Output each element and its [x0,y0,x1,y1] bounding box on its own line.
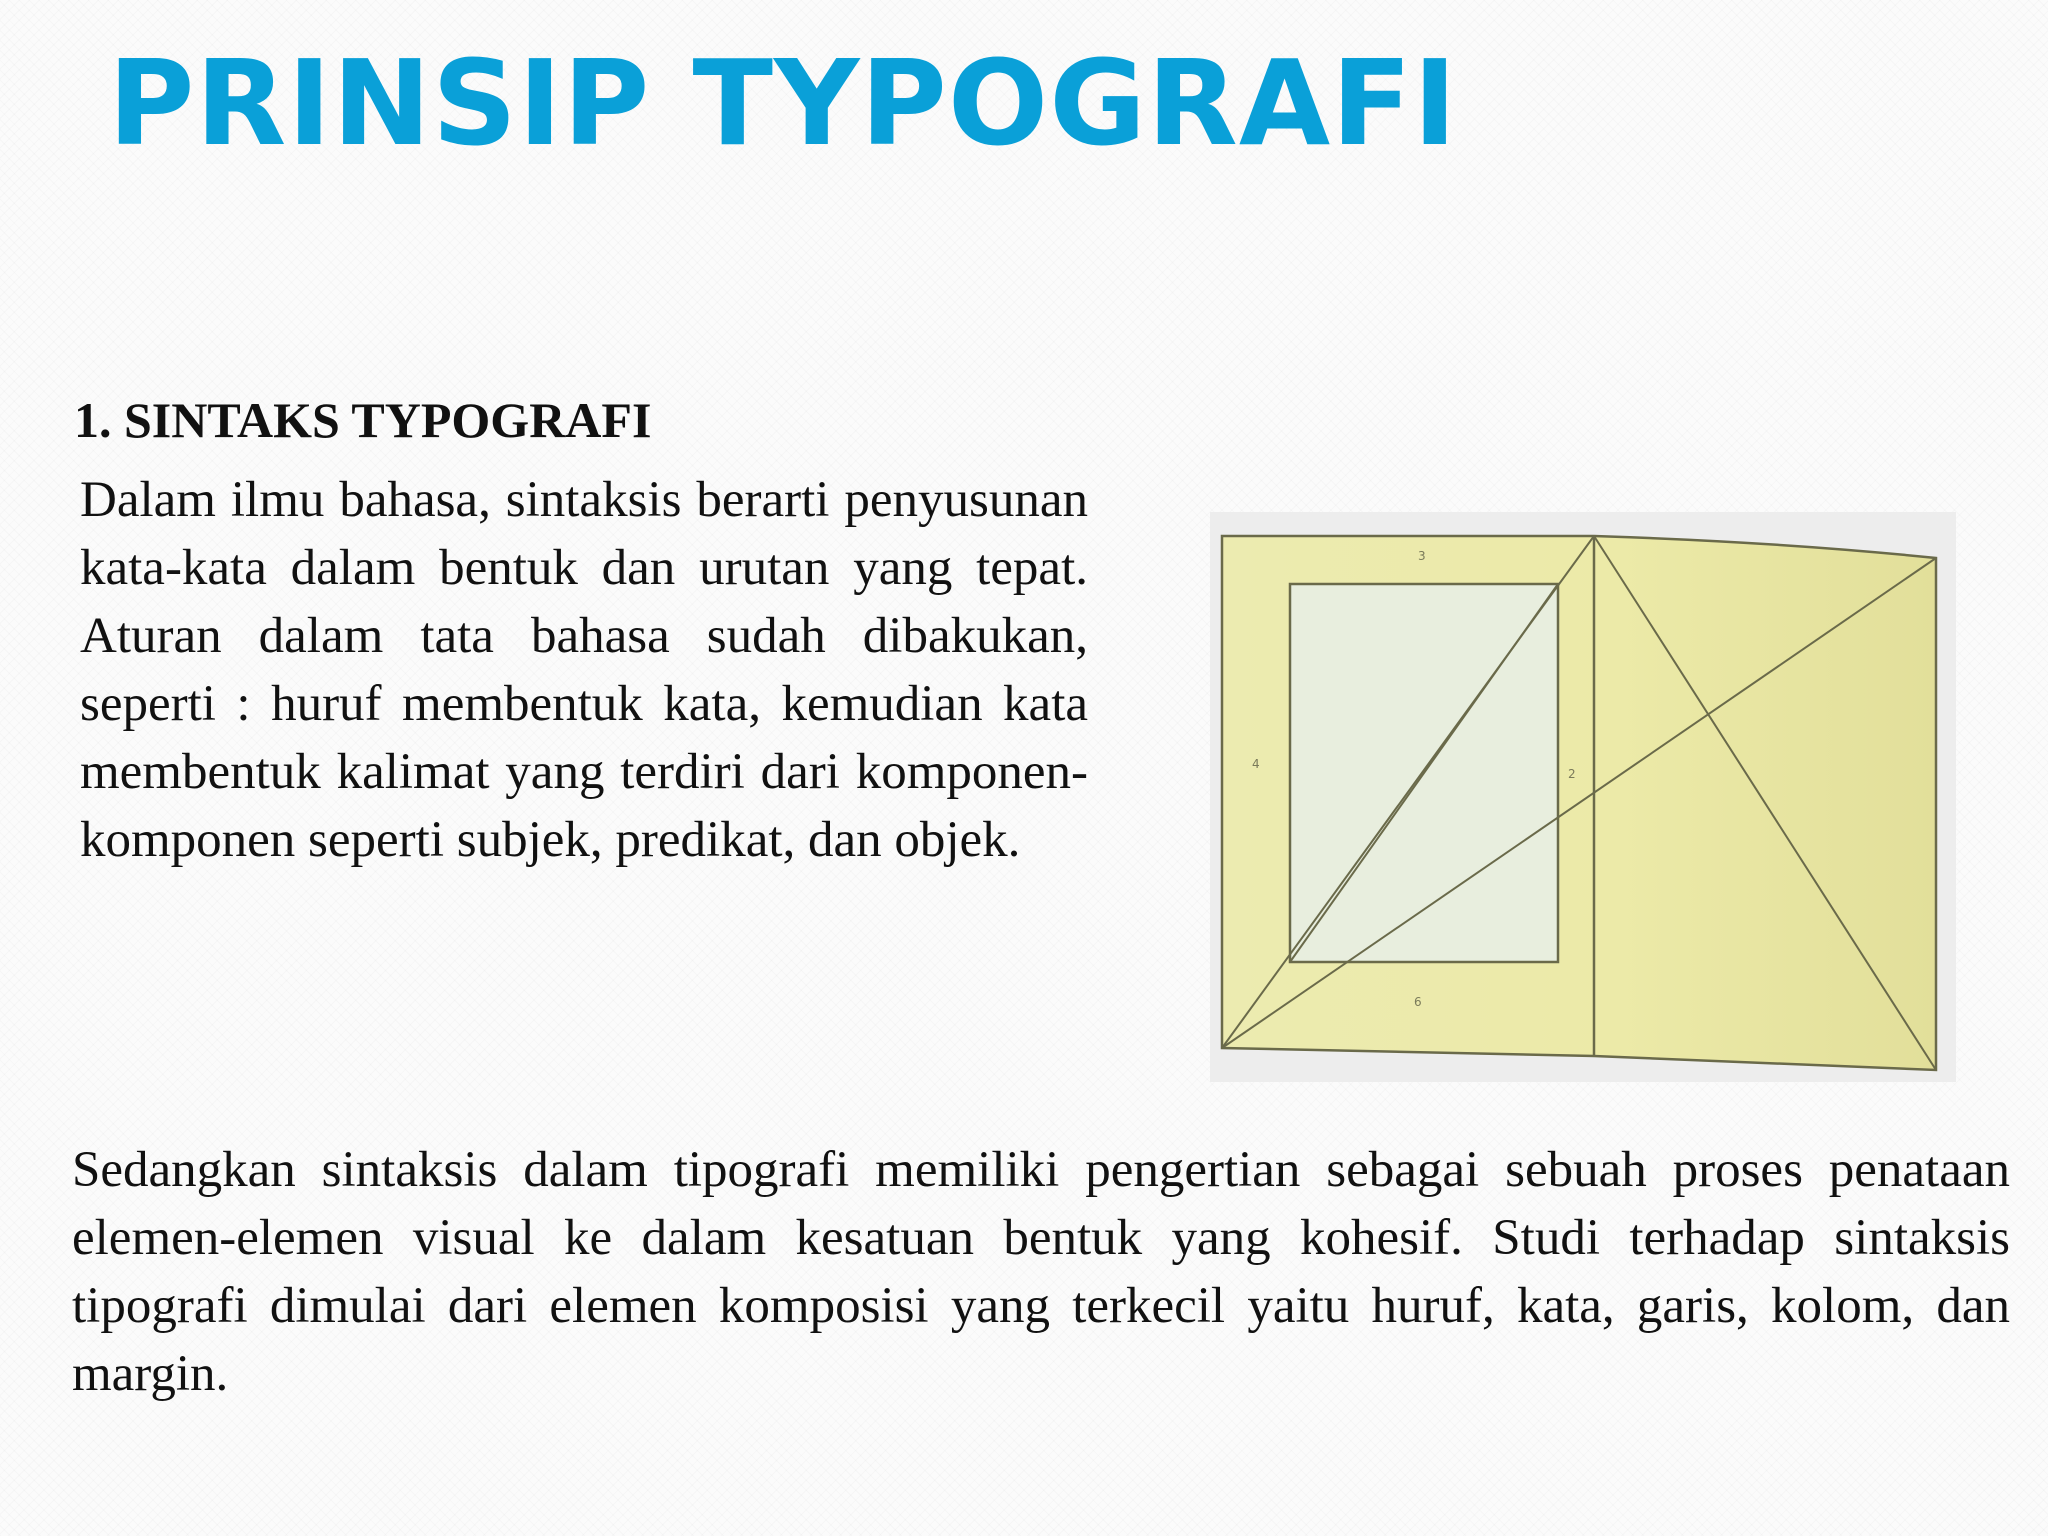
page-layout-diagram-svg [1210,512,1956,1082]
paragraph-syntax-typography: Sedangkan sintaksis dalam tipografi memiliki pengertian sebagai sebuah proses penataan elemen-elemen visual ke dalam kesatuan bentuk yang kohesif. Studi terhadap sintaksis tipografi dimulai dari elemen komposisi yang terkecil yaitu huruf, kata, garis, kolom, dan margin. [72,1142,2010,1402]
section-heading: 1. SINTAKS TYPOGRAFI [74,392,652,448]
margin-label-top: 3 [1418,549,1426,563]
margin-label-bottom: 6 [1414,995,1422,1009]
paragraph-syntax-language: Dalam ilmu bahasa, sintaksis berarti penyusunan kata-kata dalam bentuk dan urutan yang tepat. Aturan dalam tata bahasa sudah dibakukan, seperti : huruf membentuk kata, kemudian kata membentuk kalimat yang terdiri dari komponen-komponen seperti subjek, predikat, dan objek. [80,472,1088,868]
margin-label-left: 4 [1252,757,1260,771]
slide-title: PRINSIP TYPOGRAFI [108,34,1458,172]
margin-label-middle: 2 [1568,767,1576,781]
page-layout-diagram [1210,512,1956,1082]
